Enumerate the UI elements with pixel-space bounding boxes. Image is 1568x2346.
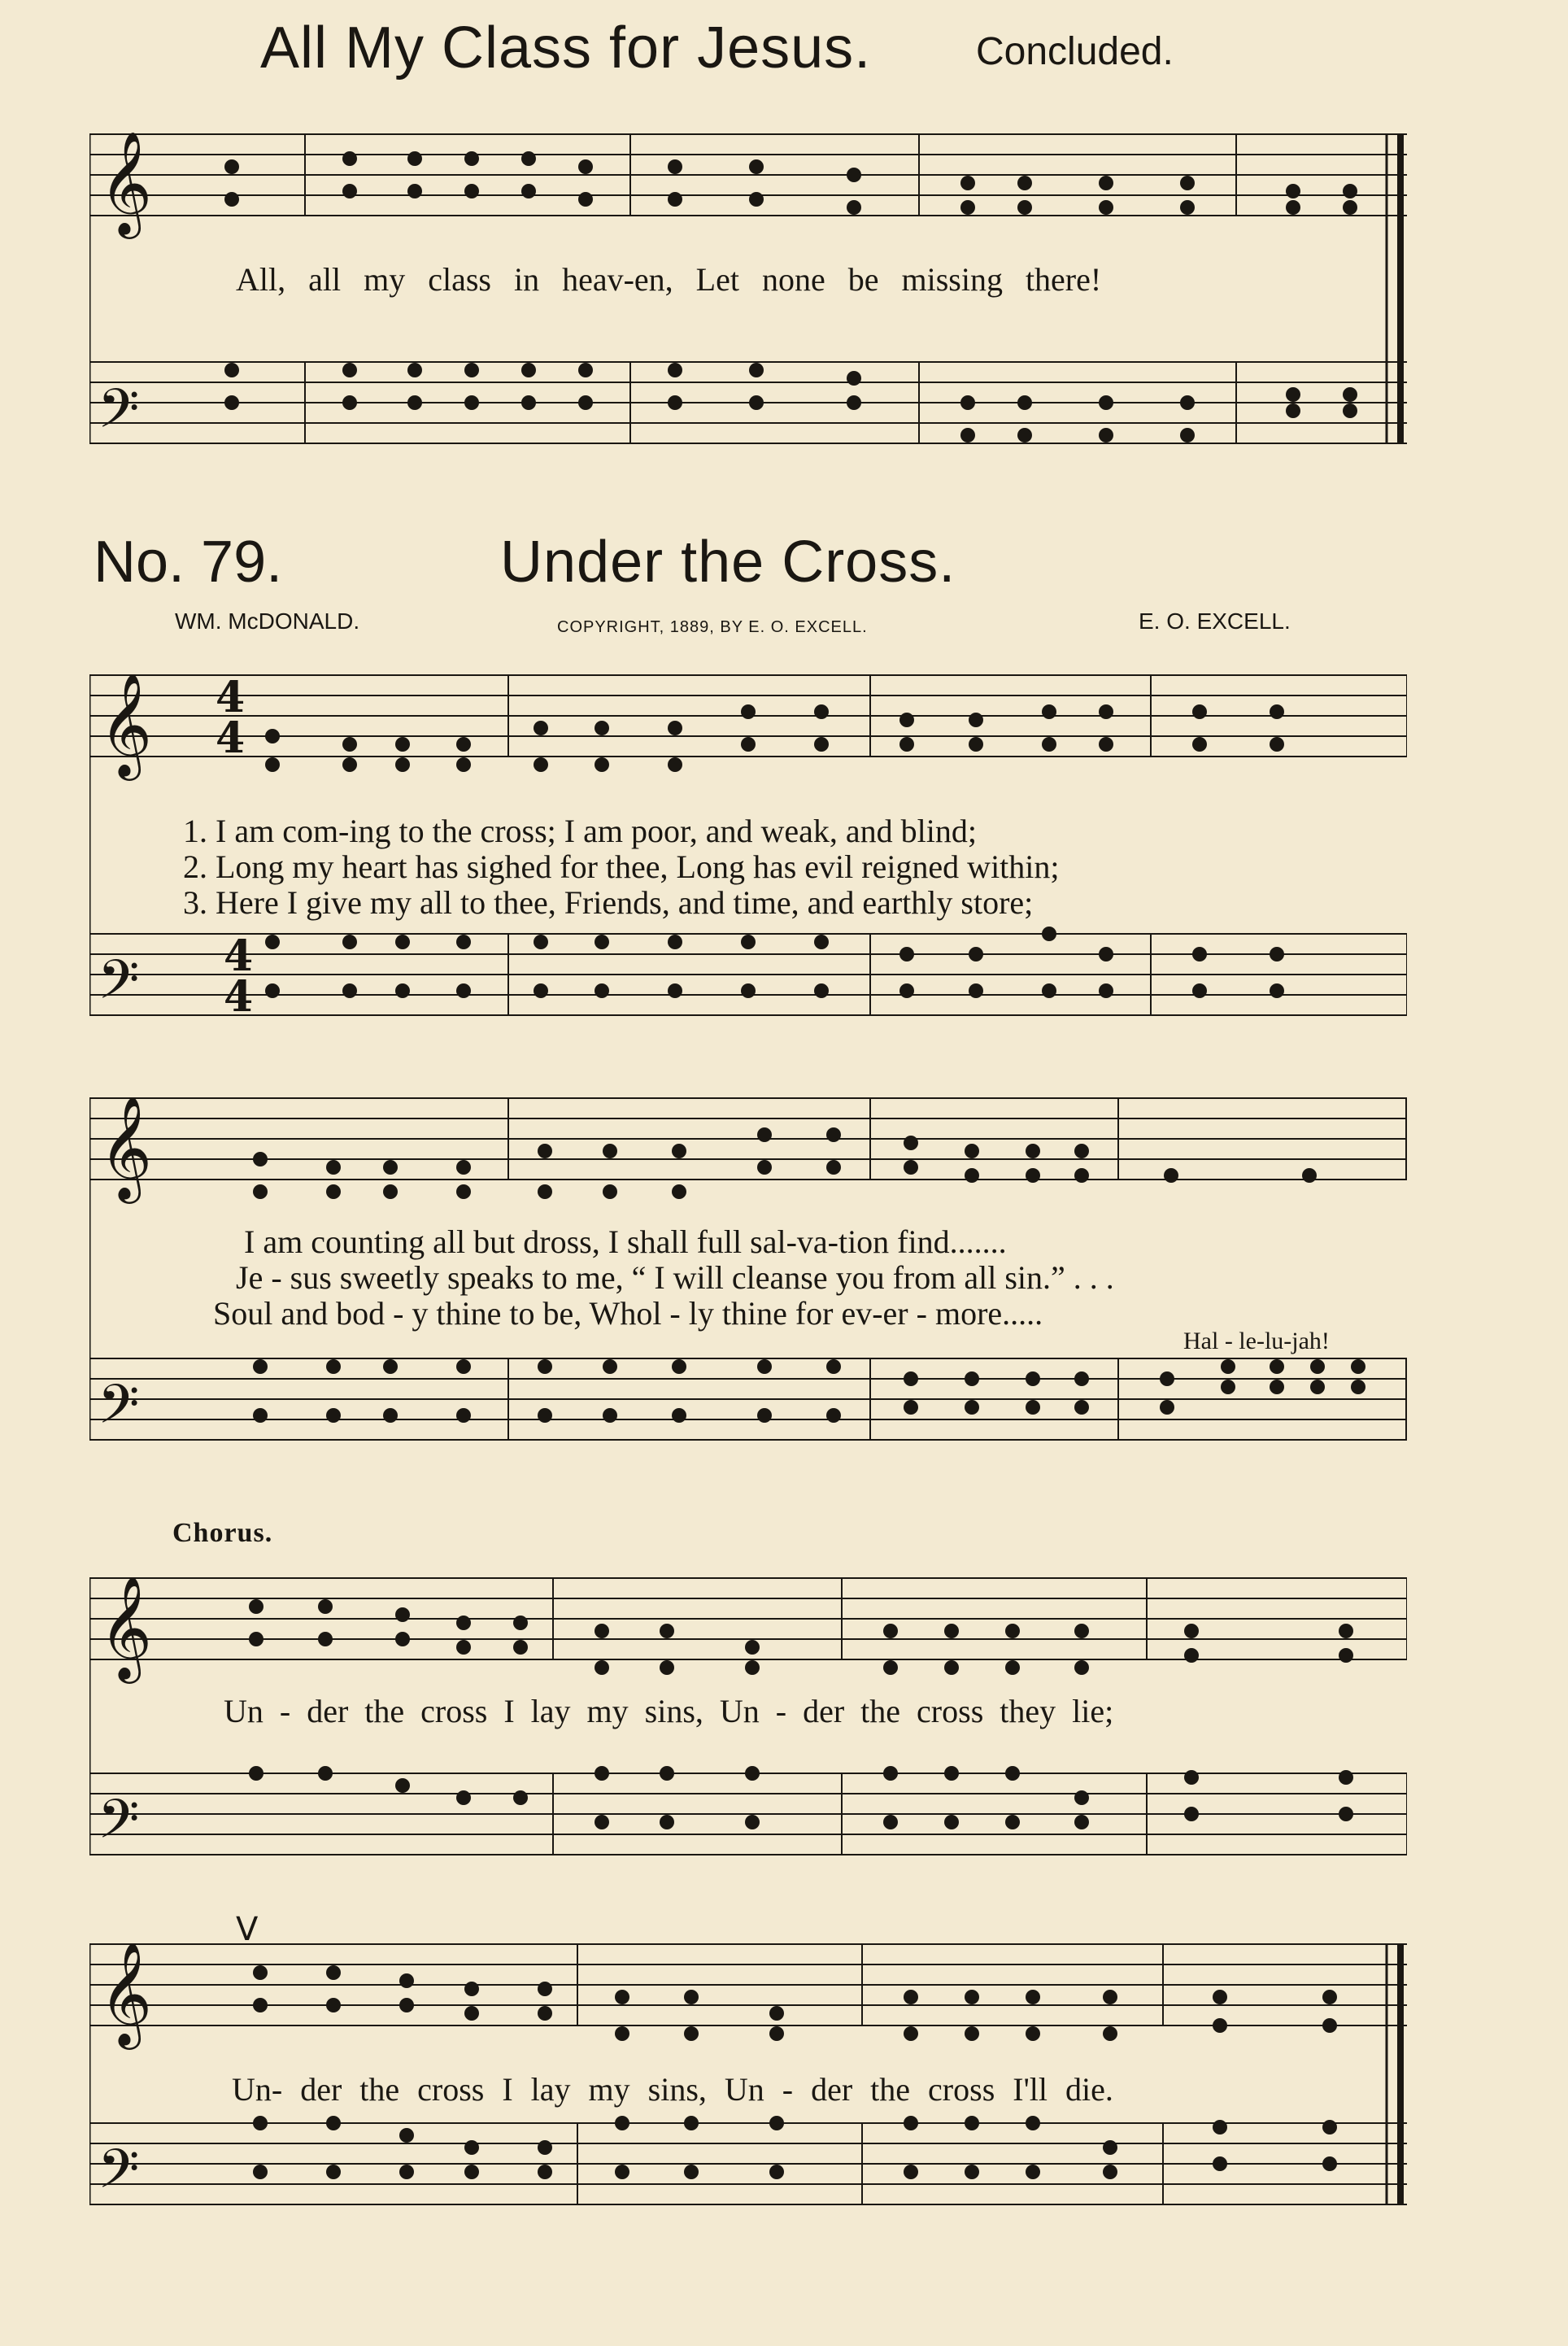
svg-text:𝄞: 𝄞 [99, 1941, 153, 2045]
verse-line-2-v3: Soul and bod - y thine to be, Whol - ly thine for ev-er - more..... [213, 1295, 1043, 1332]
svg-text:𝄢: 𝄢 [98, 948, 140, 1024]
hymn-number: No. 79. [94, 530, 283, 595]
svg-text:V: V [236, 1911, 259, 1948]
copyright-notice: COPYRIGHT, 1889, BY E. O. EXCELL. [557, 618, 868, 636]
score-graphic [89, 1903, 1407, 2229]
svg-text:𝄢: 𝄢 [98, 1373, 140, 1449]
svg-text:𝄢: 𝄢 [98, 2138, 140, 2213]
chorus-line-1: Un - der the cross I lay my sins, Un - der the cross they lie; [224, 1693, 1114, 1729]
verse-line-1-v3: 3. Here I give my all to thee, Friends, and time, and earthly store; [183, 884, 1034, 921]
verse-line-2-v2: Je - sus sweetly speaks to me, “ I will cleanse you from all sin.” . . . [236, 1259, 1114, 1296]
svg-text:𝄢: 𝄢 [98, 1788, 140, 1864]
verse-line-1-v1: 1. I am com-ing to the cross; I am poor, and weak, and blind; [183, 813, 977, 849]
verse-line-2-v1: I am counting all but dross, I shall full sal-va-tion find....... [244, 1223, 1007, 1260]
previous-hymn-title: All My Class for Jesus. [260, 15, 872, 81]
svg-text:𝄞: 𝄞 [99, 1575, 153, 1679]
previous-hymn-lyrics: All, all my class in heav-en, Let none be missing there! [236, 261, 1102, 298]
svg-text:4: 4 [216, 673, 246, 722]
svg-text:𝄞: 𝄞 [99, 672, 153, 776]
svg-text:4: 4 [216, 713, 246, 763]
hymn-title: Under the Cross. [500, 530, 956, 595]
staff-system-5 [89, 1903, 1407, 2229]
svg-text:4: 4 [224, 972, 254, 1022]
svg-text:𝄞: 𝄞 [99, 130, 153, 234]
svg-text:𝄢: 𝄢 [98, 377, 140, 453]
chorus-label: Chorus. [172, 1518, 273, 1548]
author-credit: WM. McDONALD. [175, 608, 360, 634]
composer-credit: E. O. EXCELL. [1139, 608, 1291, 634]
chorus-line-2: Un- der the cross I lay my sins, Un - der the cross I'll die. [232, 2071, 1113, 2108]
concluded-label: Concluded. [976, 30, 1174, 73]
hallelujah-text: Hal - le-lu-jah! [1183, 1328, 1330, 1354]
svg-text:𝄞: 𝄞 [99, 1095, 153, 1199]
svg-text:4: 4 [224, 931, 254, 981]
verse-line-1-v2: 2. Long my heart has sighed for thee, Long has evil reigned within; [183, 848, 1060, 885]
